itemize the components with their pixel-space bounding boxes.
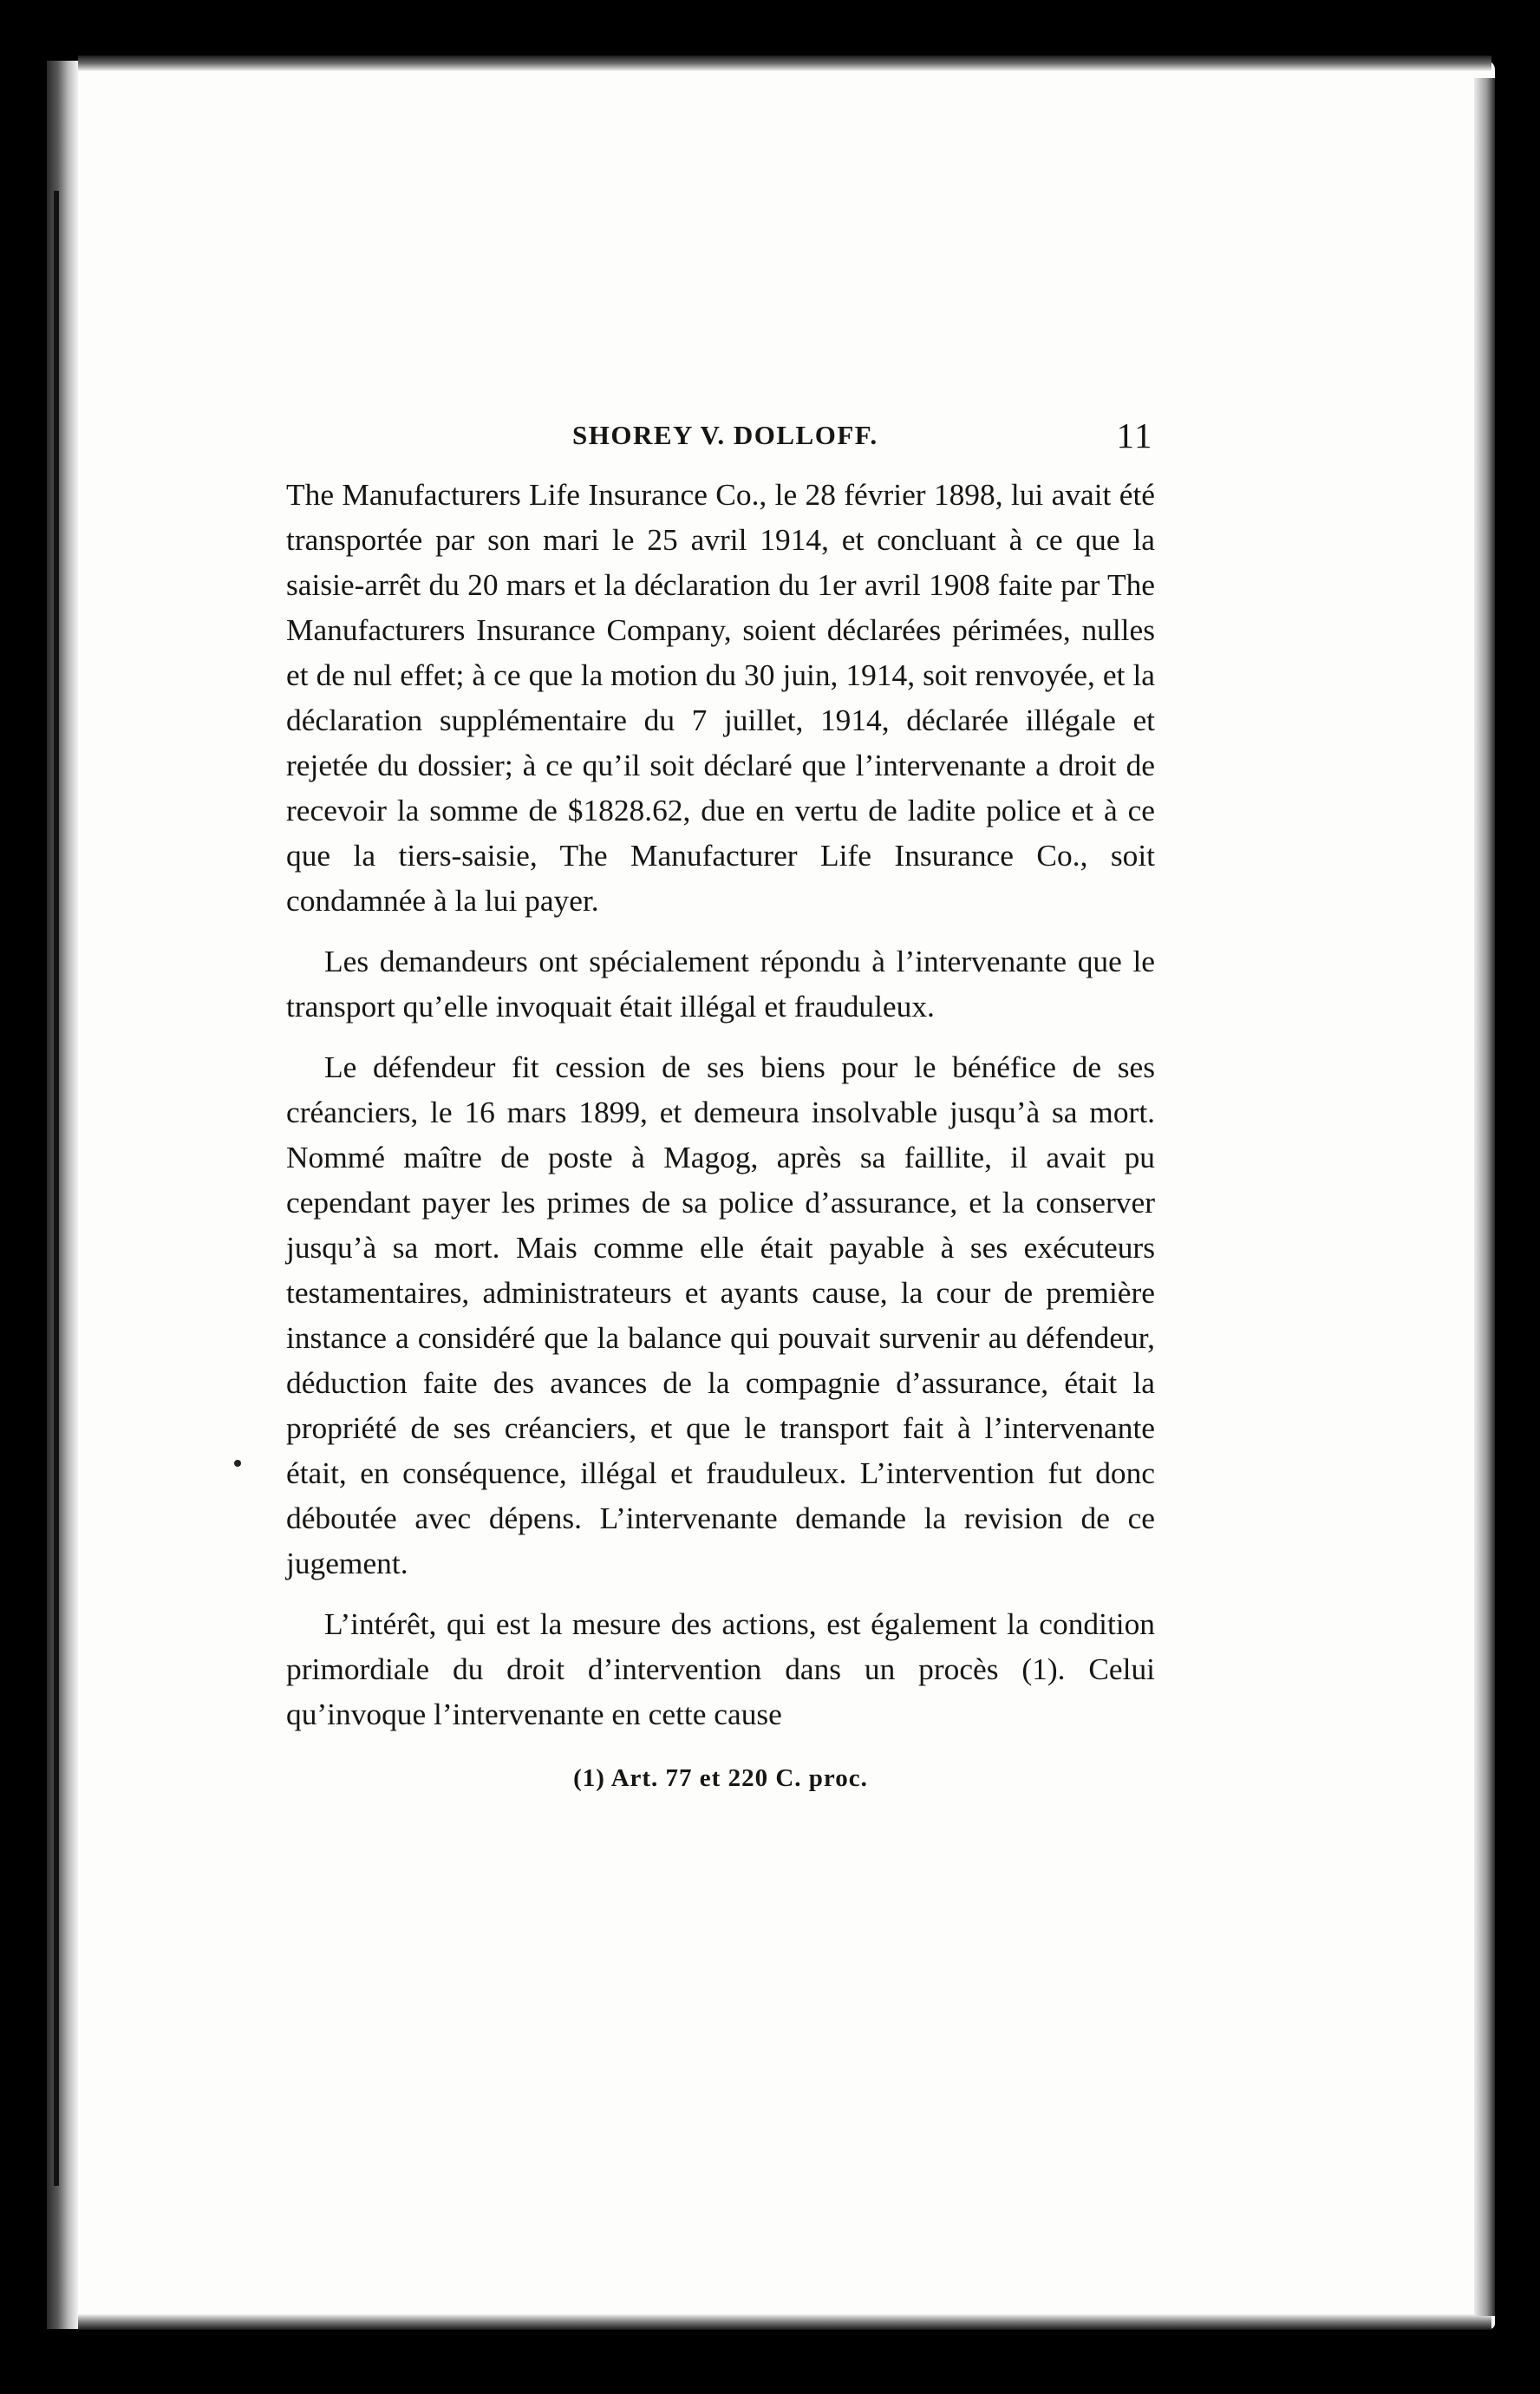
- paper-top-edge: [78, 56, 1491, 71]
- paragraph-continuation: The Manufacturers Life Insurance Co., le 28 février 1898, lui avait été transportée par son mari le 25 avril 1914, et concluant à ce que la saisie-arrêt du 20 mars et la déclaration du 1er avril 1908 faite par The Manufacturers Insurance Company, soient déclarées périmées, nulles et de nul effet; à ce que la motion du 30 juin, 1914, soit renvoyée, et la déclaration supplémentaire du 7 juillet, 1914, déclarée illégale et rejetée du dossier; à ce qu’il soit déclaré que l’intervenante a droit de recevoir la somme de $1828.62, due en vertu de ladite police et à ce que la tiers-saisie, The Manufacturer Life Insurance Co., soit condamnée à la lui payer.: [286, 477, 1155, 918]
- running-title: SHOREY V. DOLLOFF.: [572, 420, 878, 450]
- paper-right-edge: [1474, 78, 1495, 2316]
- speck-mark: [234, 1460, 241, 1467]
- book-binding-edge: [47, 61, 78, 2329]
- paragraph: Les demandeurs ont spécialement répondu à l’intervenante que le transport qu’elle invoquait était illégal et frauduleux.: [286, 944, 1155, 1024]
- page-number: 11: [1116, 415, 1153, 455]
- paragraph: L’intérêt, qui est la mesure des actions, est également la condition primordiale du droit d’intervention dans un procès (1). Celui qu’invoque l’intervenante en cette cause: [286, 1606, 1155, 1731]
- running-head: [286, 415, 1155, 467]
- footnote: (1) Art. 77 et 220 C. proc.: [573, 1764, 868, 1792]
- page-content: [286, 415, 1155, 1793]
- paragraph: Le défendeur fit cession de ses biens pour le bénéfice de ses créanciers, le 16 mars 1899, et demeura insolvable jusqu’à sa mort. Nommé maître de poste à Magog, après sa faillite, il avait pu cependant payer les primes de sa police d’assurance, et la conserver jusqu’à sa mort. Mais comme elle était payable à ses exécuteurs testamentaires, administrateurs et ayants cause, la cour de première instance a considéré que la balance qui pouvait survenir au défendeur, déduction faite des avances de la compagnie d’assurance, était la propriété de ses créanciers, et que le transport fait à l’intervenante était, en conséquence, illégal et frauduleux. L’intervention fut donc déboutée avec dépens. L’intervenante demande la revision de ce jugement.: [286, 1050, 1155, 1580]
- body-text: [286, 472, 1155, 1737]
- binding-shadow: [54, 191, 59, 2186]
- paper-bottom-edge: [78, 2314, 1491, 2330]
